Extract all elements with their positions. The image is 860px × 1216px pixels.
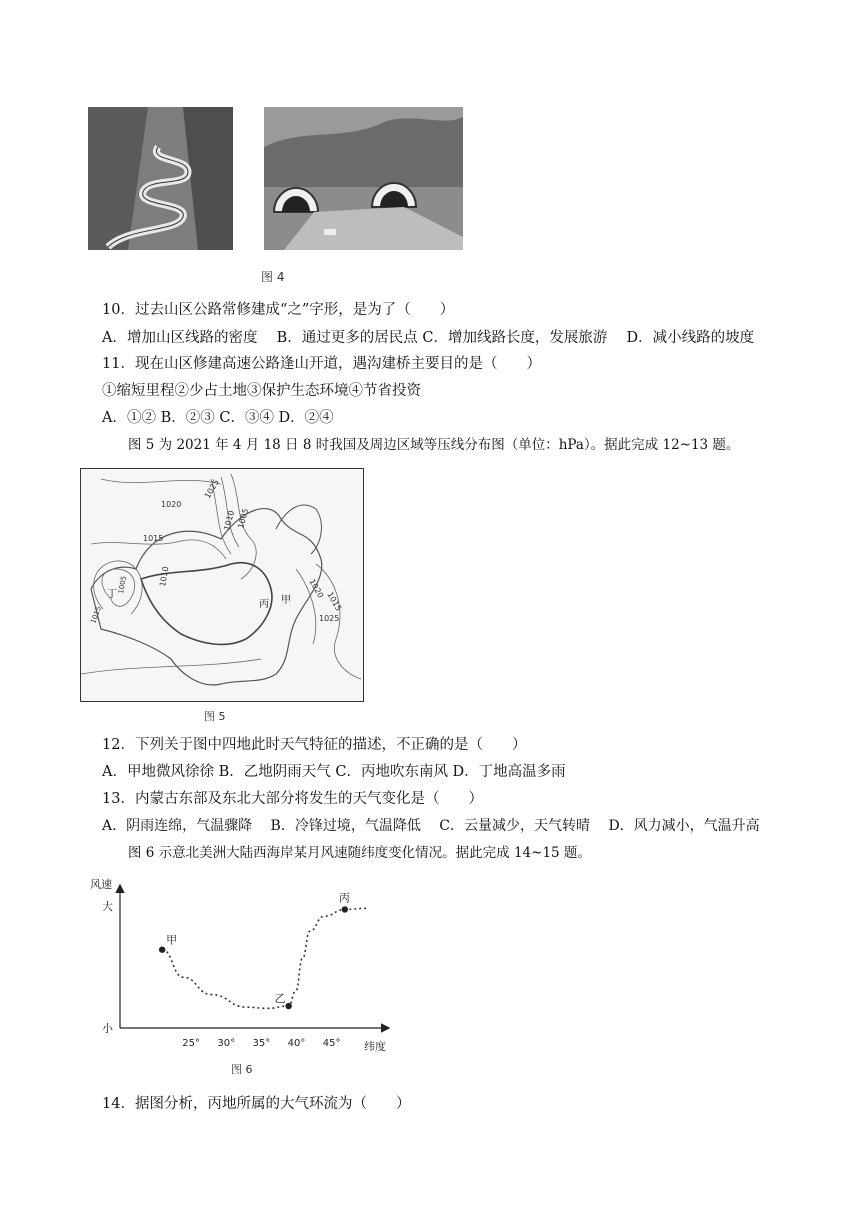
data-point-label: 乙	[274, 992, 286, 1006]
isobar-label: 1020	[307, 577, 326, 600]
intro-figure6: 图 6 示意北美洲大陆西海岸某月风速随纬度变化情况。据此完成 14~15 题。	[128, 845, 591, 861]
q11-options: A．①② B．②③ C．③④ D．②④	[102, 410, 334, 426]
intro-figure5: 图 5 为 2021 年 4 月 18 日 8 时我国及周边区域等压线分布图（单位：hPa）。据此完成 12~13 题。	[128, 437, 740, 453]
q12-stem: 12．下列关于图中四地此时天气特征的描述，不正确的是（ ）	[102, 737, 527, 753]
isobar-label: 1015	[325, 590, 344, 613]
q13-options: A．阴雨连绵，气温骤降 B．冷锋过境，气温降低 C．云量减少，天气转晴 D．风力减小，气温升高	[102, 818, 760, 834]
data-point-label: 甲	[166, 933, 178, 947]
y-low-label: 小	[102, 1022, 113, 1035]
series-line	[162, 908, 366, 1008]
figure5-caption: 图 5	[204, 710, 226, 723]
isobar-label: 1005	[117, 575, 129, 595]
figure6-caption: 图 6	[231, 1063, 253, 1076]
isobar-label: 1010	[222, 509, 237, 532]
q14-stem: 14．据图分析，丙地所属的大气环流为（ ）	[102, 1096, 411, 1112]
y-axis-label: 风速	[90, 878, 112, 891]
place-ding: 丁	[107, 589, 117, 600]
data-point	[342, 906, 348, 912]
place-bing: 丙	[259, 599, 269, 610]
x-axis-label: 纬度	[364, 1040, 386, 1053]
isobar-label: 1015	[89, 605, 103, 625]
x-tick-label: 40°	[287, 1038, 306, 1049]
x-tick-label: 45°	[322, 1038, 341, 1049]
wind-speed-chart	[80, 876, 410, 1080]
q13-stem: 13．内蒙古东部及东北大部分将发生的天气变化是（ ）	[102, 791, 483, 807]
data-point	[285, 1003, 291, 1009]
photo-zigzag-road	[88, 107, 233, 250]
q12-options: A．甲地微风徐徐 B．乙地阴雨天气 C．丙地吹东南风 D．丁地高温多雨	[102, 764, 566, 780]
isobar-label: 1025	[202, 477, 221, 500]
q11-choices: ①缩短里程②少占土地③保护生态环境④节省投资	[102, 383, 421, 399]
y-high-label: 大	[102, 900, 113, 913]
data-point	[159, 947, 165, 953]
data-point-label: 丙	[338, 891, 350, 905]
isobar-label: 1025	[319, 614, 340, 623]
place-jia: 甲	[281, 595, 291, 606]
isobar-label: 1020	[161, 500, 182, 509]
q10-stem: 10．过去山区公路常修建成“之”字形，是为了（ ）	[102, 302, 455, 318]
x-tick-label: 30°	[217, 1038, 236, 1049]
isobar-label: 1005	[236, 507, 251, 530]
q11-stem: 11．现在山区修建高速公路逢山开道，遇沟建桥主要目的是（ ）	[102, 356, 541, 372]
isobar-label: 1010	[158, 565, 171, 588]
x-tick-label: 25°	[182, 1038, 201, 1049]
figure4-caption: 图 4	[261, 270, 285, 284]
x-tick-label: 35°	[252, 1038, 271, 1049]
isobar-label: 1015	[143, 534, 164, 543]
isobar-map	[80, 468, 364, 702]
photo-tunnel-bridge	[264, 107, 463, 250]
q10-options: A．增加山区线路的密度 B．通过更多的居民点 C．增加线路长度，发展旅游 D．减小线路的坡度	[102, 330, 755, 346]
